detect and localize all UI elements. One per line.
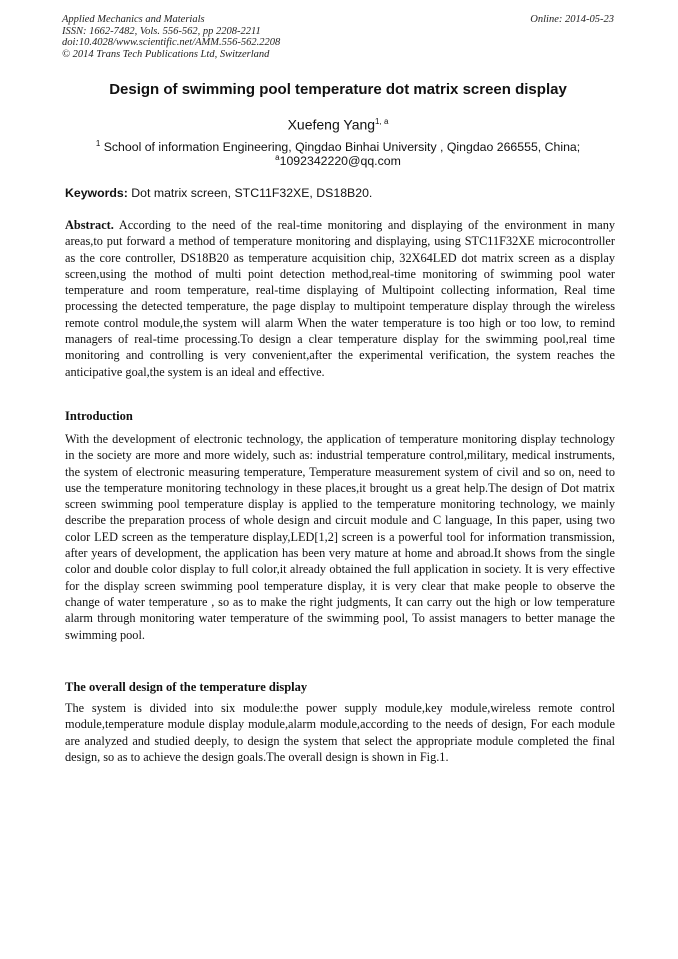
abstract-text: According to the need of the real-time monitoring and displaying of the environment in many areas,to put forward a method of temperature monitoring and displaying, using STC11F32XE microcontroller as the core controller, DS18B20 as temperature acquisition chip, 32X64LED dot matrix screen as a display screen,using the mothod of multi point detection method,real-time monitoring of swimming pool water temperature and room temperature, real-time displaying of Multipoint collecting information, Real time processing the detected temperature, the page display to multipoint temperature display through the wireless remote control module,the system will alarm When the water temperature is too high or too low, to remind managers of real-time processing.To design a clear temperature display for the swimming pool,real time monitoring and controlling is very convenient,after the experimental verification, the system reaches the anticipative goal,the system is an ideal and effective. (65, 218, 615, 379)
author-email[interactable]: 1092342220@qq.com (279, 154, 401, 169)
affiliation-text: School of information Engineering, Qingdao Binhai University , Qingdao 266555, China; (103, 140, 581, 155)
issn-line: ISSN: 1662-7482, Vols. 556-562, pp 2208-2211 (62, 25, 261, 37)
paper-title: Design of swimming pool temperature dot matrix screen display (109, 81, 567, 98)
journal-header (62, 14, 614, 60)
abstract-label: Abstract. (65, 218, 114, 232)
author-line (62, 114, 614, 133)
keywords (65, 186, 615, 200)
copyright-line: © 2014 Trans Tech Publications Ltd, Switzerland (62, 48, 270, 60)
doi-line[interactable]: doi:10.4028/www.scientific.net/AMM.556-562.2208 (62, 37, 281, 48)
email-superscript: a (275, 153, 280, 162)
journal-name: Applied Mechanics and Materials (62, 14, 205, 25)
affiliation-superscript: 1 (95, 139, 101, 148)
abstract (65, 217, 615, 380)
online-date: Online: 2014-05-23 (530, 14, 614, 25)
introduction-heading: Introduction (65, 409, 133, 423)
author-superscript: 1, a (375, 117, 389, 126)
keywords-text: Dot matrix screen, STC11F32XE, DS18B20. (131, 186, 373, 200)
overall-design-text: The system is divided into six module:the power supply module,key module,wireless remote control module,temperature module display module,alarm module,according to the needs of design, For each module are analyzed and studied deeply, to design the system that select the appropriate module completed the final design, so as to achieve the design goals.The overall design is shown in Fig.1. (65, 701, 615, 764)
email-line (62, 151, 614, 168)
author-name: Xuefeng Yang (287, 116, 376, 133)
introduction-text: With the development of electronic technology, the application of temperature monitoring display technology in the society are more and more widely, such as: industrial temperature control,military, medical instruments, the system of electronic measuring temperature, Temperature measurement system of civil and so on, need to use the temperature monitoring technology in these places,it brought us a great help.The design of Dot matrix screen swimming pool temperature display is applied to the temperature monitoring technology, we mainly describe the preparation process of whole design and circuit module and C language, In this paper, using two color LED screen as the temperature display,LED[1,2] screen is a powerful tool for information transmission, after years of development, the application has been very mature at home and abroad.It shows from the single color and double color display to full color,it already obtained the full application in society. It is very effective for the display screen swimming pool temperature display, it is very clear that make people to observe the change of water temperature , so as to make the right judgments, It can carry out the high or low temperature alarm through monitoring water temperature of the swimming pool, To assist managers to better manage the swimming pool. (65, 432, 615, 642)
keywords-label: Keywords: (65, 186, 128, 200)
overall-design-heading: The overall design of the temperature display (65, 680, 308, 694)
